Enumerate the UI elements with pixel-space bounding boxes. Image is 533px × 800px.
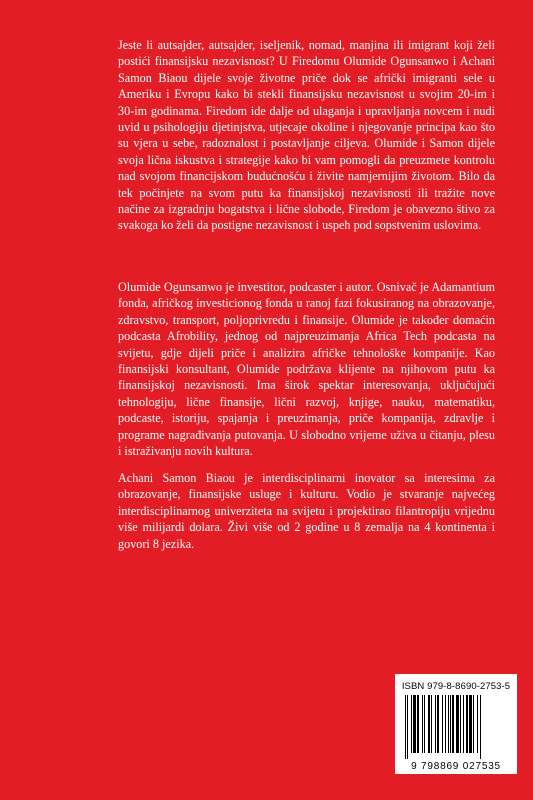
barcode-number: 9 798869 027535 <box>411 761 501 772</box>
author-bio-olumide: Olumide Ogunsanwo je investitor, podcaster i autor. Osnivač je Adamantium fonda, afričkog investicionog fonda u ranoj fazi fokusiranog na obrazovanje, zdravstvo, transport, poljoprivredu i finansije. Olumide je također domaćin podcasta Afrobility, jednog od najpreuzimanja Africa Tech podcasta na svijetu, gdje dijeli priče i analizira afričke tehnološke kompanije. Kao finansijski konsultant, Olumide podržava klijente na njihovom putu ka finansijskoj nezavisnosti. Ima širok spektar interesovanja, uključujući tehnologiju, lične finansije, lični razvoj, knjige, nauku, matematiku, podcaste, istoriju, spajanja i preuzimanja, priče kompanija, zdravlje i programe nagrađivanja putovanja. U slobodno vrijeme uživa u čitanju, plesu i istraživanju novih kultura. <box>118 280 495 459</box>
isbn-label: ISBN 979-8-8690-2753-5 <box>401 681 511 692</box>
isbn-barcode <box>395 674 517 774</box>
back-cover-blurb: Jeste li autsajder, autsajder, iseljenik, nomad, manjina ili imigrant koji želi postići finansijsku nezavisnost? U Firedomu Olumide Ogunsanwo i Achani Samon Biaou dijele svoje životne priče dok se afrički imigranti sele u Ameriku i Evropu kako bi stekli finansijsku nezavisnost u svojim 20-im i 30-im godinama. Firedom ide dalje od ulaganja i upravljanja novcem i nudi uvid u psihologiju djetinjstva, utjecaje okoline i njegovanje principa kao što su vjera u sebe, radoznalost i postavljanje ciljeva. Olumide i Samon dijele svoja lična iskustva i strategije kako bi vam pomogli da preuzmete kontrolu nad svojom financijskom budućnošću i živite namjernijim životom. Bilo da tek počinjete na svom putu ka finansijskoj nezavisnosti ili tražite nove načine za izgradnju bogatstva i lične slobode, Firedom je obavezno štivo za svakoga ko želi da postigne nezavisnost i uspeh pod sopstvenim uslovima. <box>118 38 495 233</box>
barcode-bars <box>405 695 509 753</box>
author-bio-achani: Achani Samon Biaou je interdisciplinarni inovator sa interesima za obrazovanje, finansijske usluge i kulturu. Vodio je stvaranje najvećeg interdisciplinarnog univerziteta na svijetu i projektirao filantropiju vrijednu više milijardi dolara. Živi više od 2 godine u 8 zemalja na 4 kontinenta i govori 8 jezika. <box>118 471 495 551</box>
